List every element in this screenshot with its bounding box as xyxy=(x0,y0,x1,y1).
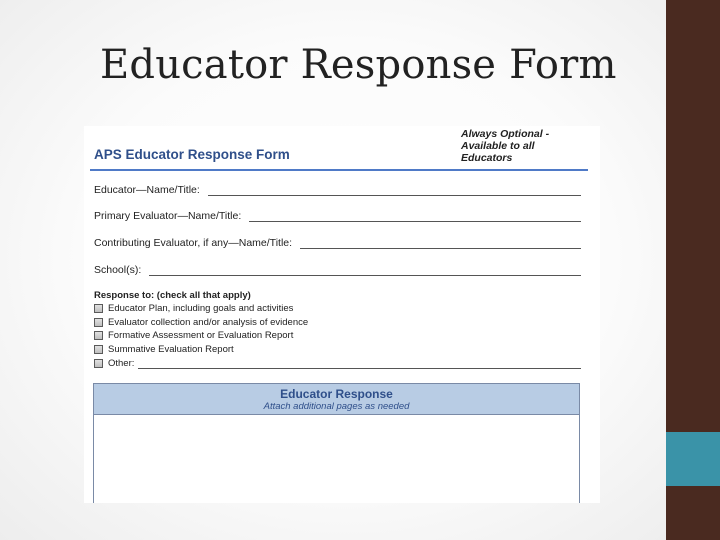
other-blank-line xyxy=(138,359,581,369)
field-blank-line xyxy=(249,212,581,222)
field-educator-name xyxy=(94,184,581,196)
slide-title: Educator Response Form xyxy=(100,42,617,88)
checkbox xyxy=(94,359,103,368)
checkbox-row-evidence xyxy=(94,316,581,329)
response-to-heading: Response to: (check all that apply) xyxy=(94,290,251,301)
decorative-accent-block xyxy=(666,432,720,486)
field-label: Educator—Name/Title: xyxy=(94,184,200,196)
field-blank-line xyxy=(149,266,581,276)
checkbox xyxy=(94,345,103,354)
checkbox-row-educator-plan xyxy=(94,302,581,315)
checkbox xyxy=(94,304,103,313)
field-label: Primary Evaluator—Name/Title: xyxy=(94,210,242,222)
field-schools xyxy=(94,264,581,276)
field-label: School(s): xyxy=(94,264,142,276)
optional-note: Always Optional - Available to all Educators xyxy=(461,128,550,164)
checkbox-label: Evaluator collection and/or analysis of evidence xyxy=(108,317,309,328)
field-contributing-evaluator xyxy=(94,237,581,249)
checkbox-row-formative xyxy=(94,329,581,342)
educator-response-title: Educator Response xyxy=(280,387,393,401)
educator-response-header xyxy=(94,384,579,415)
checkbox-row-summative xyxy=(94,343,581,356)
title-divider xyxy=(90,169,588,171)
educator-response-box xyxy=(93,383,580,503)
educator-response-subtitle: Attach additional pages as needed xyxy=(263,401,410,412)
checkbox-label: Summative Evaluation Report xyxy=(108,344,234,355)
field-blank-line xyxy=(300,239,581,249)
checkbox-label: Formative Assessment or Evaluation Report xyxy=(108,330,294,341)
response-form-image xyxy=(84,126,600,503)
field-label: Contributing Evaluator, if any—Name/Title: xyxy=(94,237,293,249)
form-title: APS Educator Response Form xyxy=(94,147,290,162)
checkbox-label: Educator Plan, including goals and activities xyxy=(108,303,294,314)
checkbox xyxy=(94,318,103,327)
field-blank-line xyxy=(208,186,581,196)
field-primary-evaluator xyxy=(94,210,581,222)
checkbox-row-other xyxy=(94,357,581,370)
checkbox xyxy=(94,331,103,340)
checkbox-label: Other: xyxy=(108,358,135,369)
